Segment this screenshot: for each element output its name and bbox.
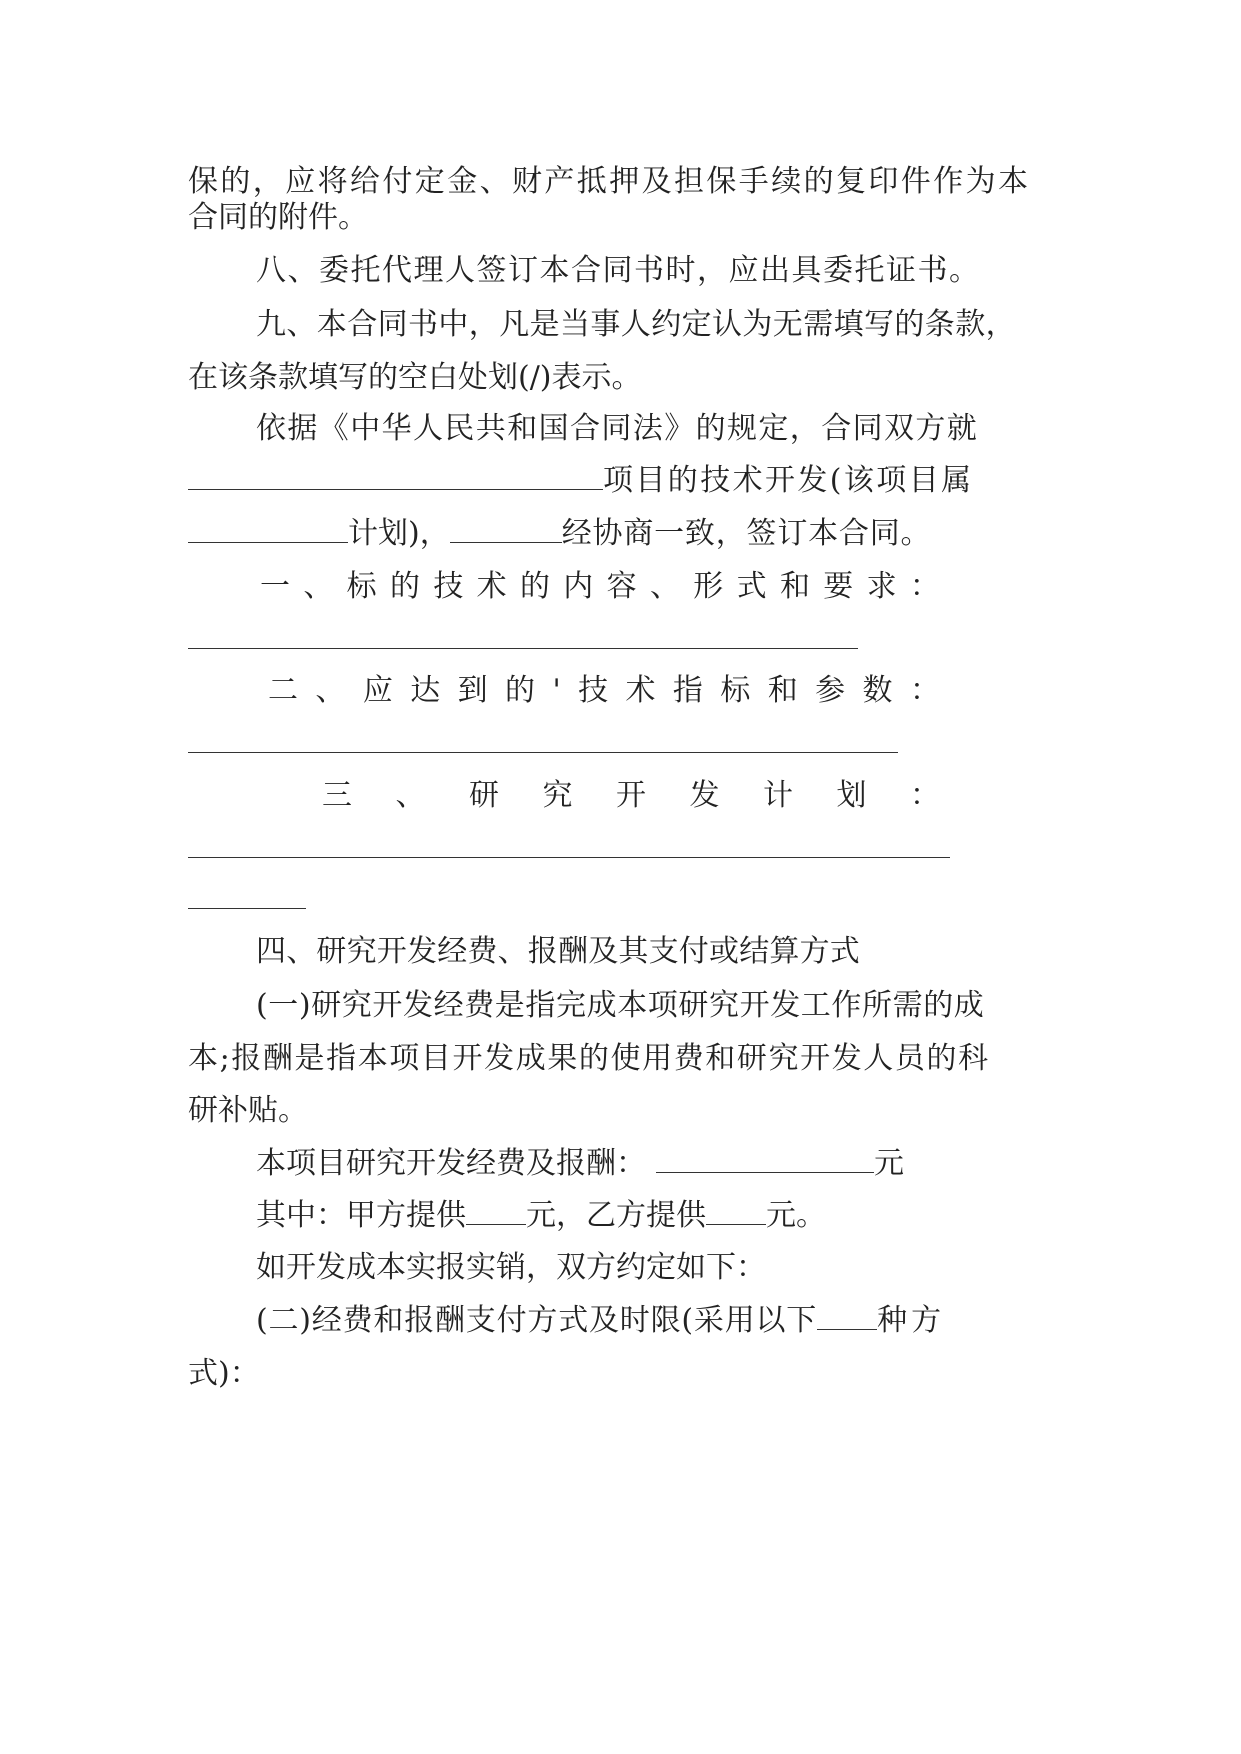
section-3-heading [322,776,940,816]
heading-char: 一 [260,569,290,604]
blank-line [188,648,858,649]
heading-char: 究 [542,778,573,813]
heading-char: 要 [823,569,854,604]
heading-char: ： [909,569,940,604]
heading-char: 式 [736,569,767,604]
heading-char: 开 [616,778,646,813]
clause-8: 八、委托代理人签订本合同书时，应出具委托证书。 [256,253,981,288]
heading-char: 技 [433,569,464,604]
text-line: 式)： [188,1356,260,1391]
blank-field [188,463,603,490]
funding-total-line [256,1144,1053,1184]
heading-char: 计 [763,778,793,813]
section-2-heading [268,671,940,711]
heading-char: 研 [469,778,499,813]
text-line [188,461,1053,501]
text-span: 种方 [877,1303,946,1338]
text-line: 如开发成本实报实销，双方约定如下： [256,1250,766,1285]
text-span: 元 [874,1146,904,1181]
heading-char: 术 [476,569,507,604]
heading-char: 指 [672,673,703,708]
heading-char: 的 [519,569,550,604]
text-span: (二)经费和报酬支付方式及时限(采用以下 [256,1303,818,1338]
heading-char: 术 [625,673,656,708]
text-line: 合同的附件。 [188,200,368,235]
heading-char: 三 [322,778,352,813]
heading-char: 形 [693,569,724,604]
text-line: 研补贴。 [188,1093,308,1128]
blank-line [188,908,306,909]
heading-char: 到 [457,673,488,708]
preamble: 依据《中华人民共和国合同法》的规定，合同双方就 [256,411,979,446]
heading-char: 、 [395,778,426,813]
text-line: 在该条款填写的空白处划(/)表示。 [188,360,642,395]
text-span: 本项目研究开发经费及报酬： [256,1146,646,1181]
heading-char: ： [910,778,940,813]
text-line: 本;报酬是指本项目开发成果的使用费和研究开发人员的科 [188,1041,990,1076]
section-4-heading: 四、研究开发经费、报酬及其支付或结算方式 [256,934,860,969]
text-span: 计划)， [348,516,450,551]
heading-char: 技 [578,673,609,708]
text-span: 项目的技术开发(该项目属 [603,463,974,498]
heading-char: 和 [779,569,810,604]
blank-field [450,516,562,543]
blank-line [188,752,898,753]
heading-char: 和 [767,673,798,708]
heading-char: 参 [815,673,846,708]
heading-char: ： [909,673,940,708]
heading-char: 容 [606,569,637,604]
heading-char: 标 [346,569,377,604]
heading-char: 二 [268,673,298,708]
blank-field [466,1198,526,1225]
heading-char: ' [552,673,561,708]
heading-char: 应 [362,673,393,708]
clause-4-2 [256,1301,1053,1341]
section-1-heading [260,567,940,607]
text-line: 保的，应将给付定金、财产抵押及担保手续的复印件作为本 [188,164,1031,199]
heading-char: 的 [505,673,536,708]
text-span: 其中：甲方提供 [256,1198,466,1233]
text-span: 元。 [766,1198,826,1233]
heading-char: 发 [689,778,720,813]
clause-9: 九、本合同书中，凡是当事人约定认为无需填写的条款， [256,307,1016,342]
blank-field [706,1198,766,1225]
clause-4-1: (一)研究开发经费是指完成本项研究开发工作所需的成 [256,988,985,1023]
blank-field [188,516,348,543]
heading-char: 的 [389,569,420,604]
blank-field [656,1146,874,1173]
heading-char: 数 [862,673,893,708]
text-span: 经协商一致，签订本合同。 [561,516,932,551]
heading-char: 求 [866,569,897,604]
heading-char: 标 [720,673,751,708]
heading-char: 内 [563,569,594,604]
text-line [188,514,1053,554]
blank-field [817,1303,877,1330]
heading-char: 、 [303,569,334,604]
blank-line [188,857,950,858]
heading-char: 划 [836,778,867,813]
text-span: 元，乙方提供 [526,1198,706,1233]
funding-split-line [256,1196,1053,1236]
heading-char: 、 [649,569,680,604]
heading-char: 、 [315,673,346,708]
heading-char: 达 [410,673,441,708]
